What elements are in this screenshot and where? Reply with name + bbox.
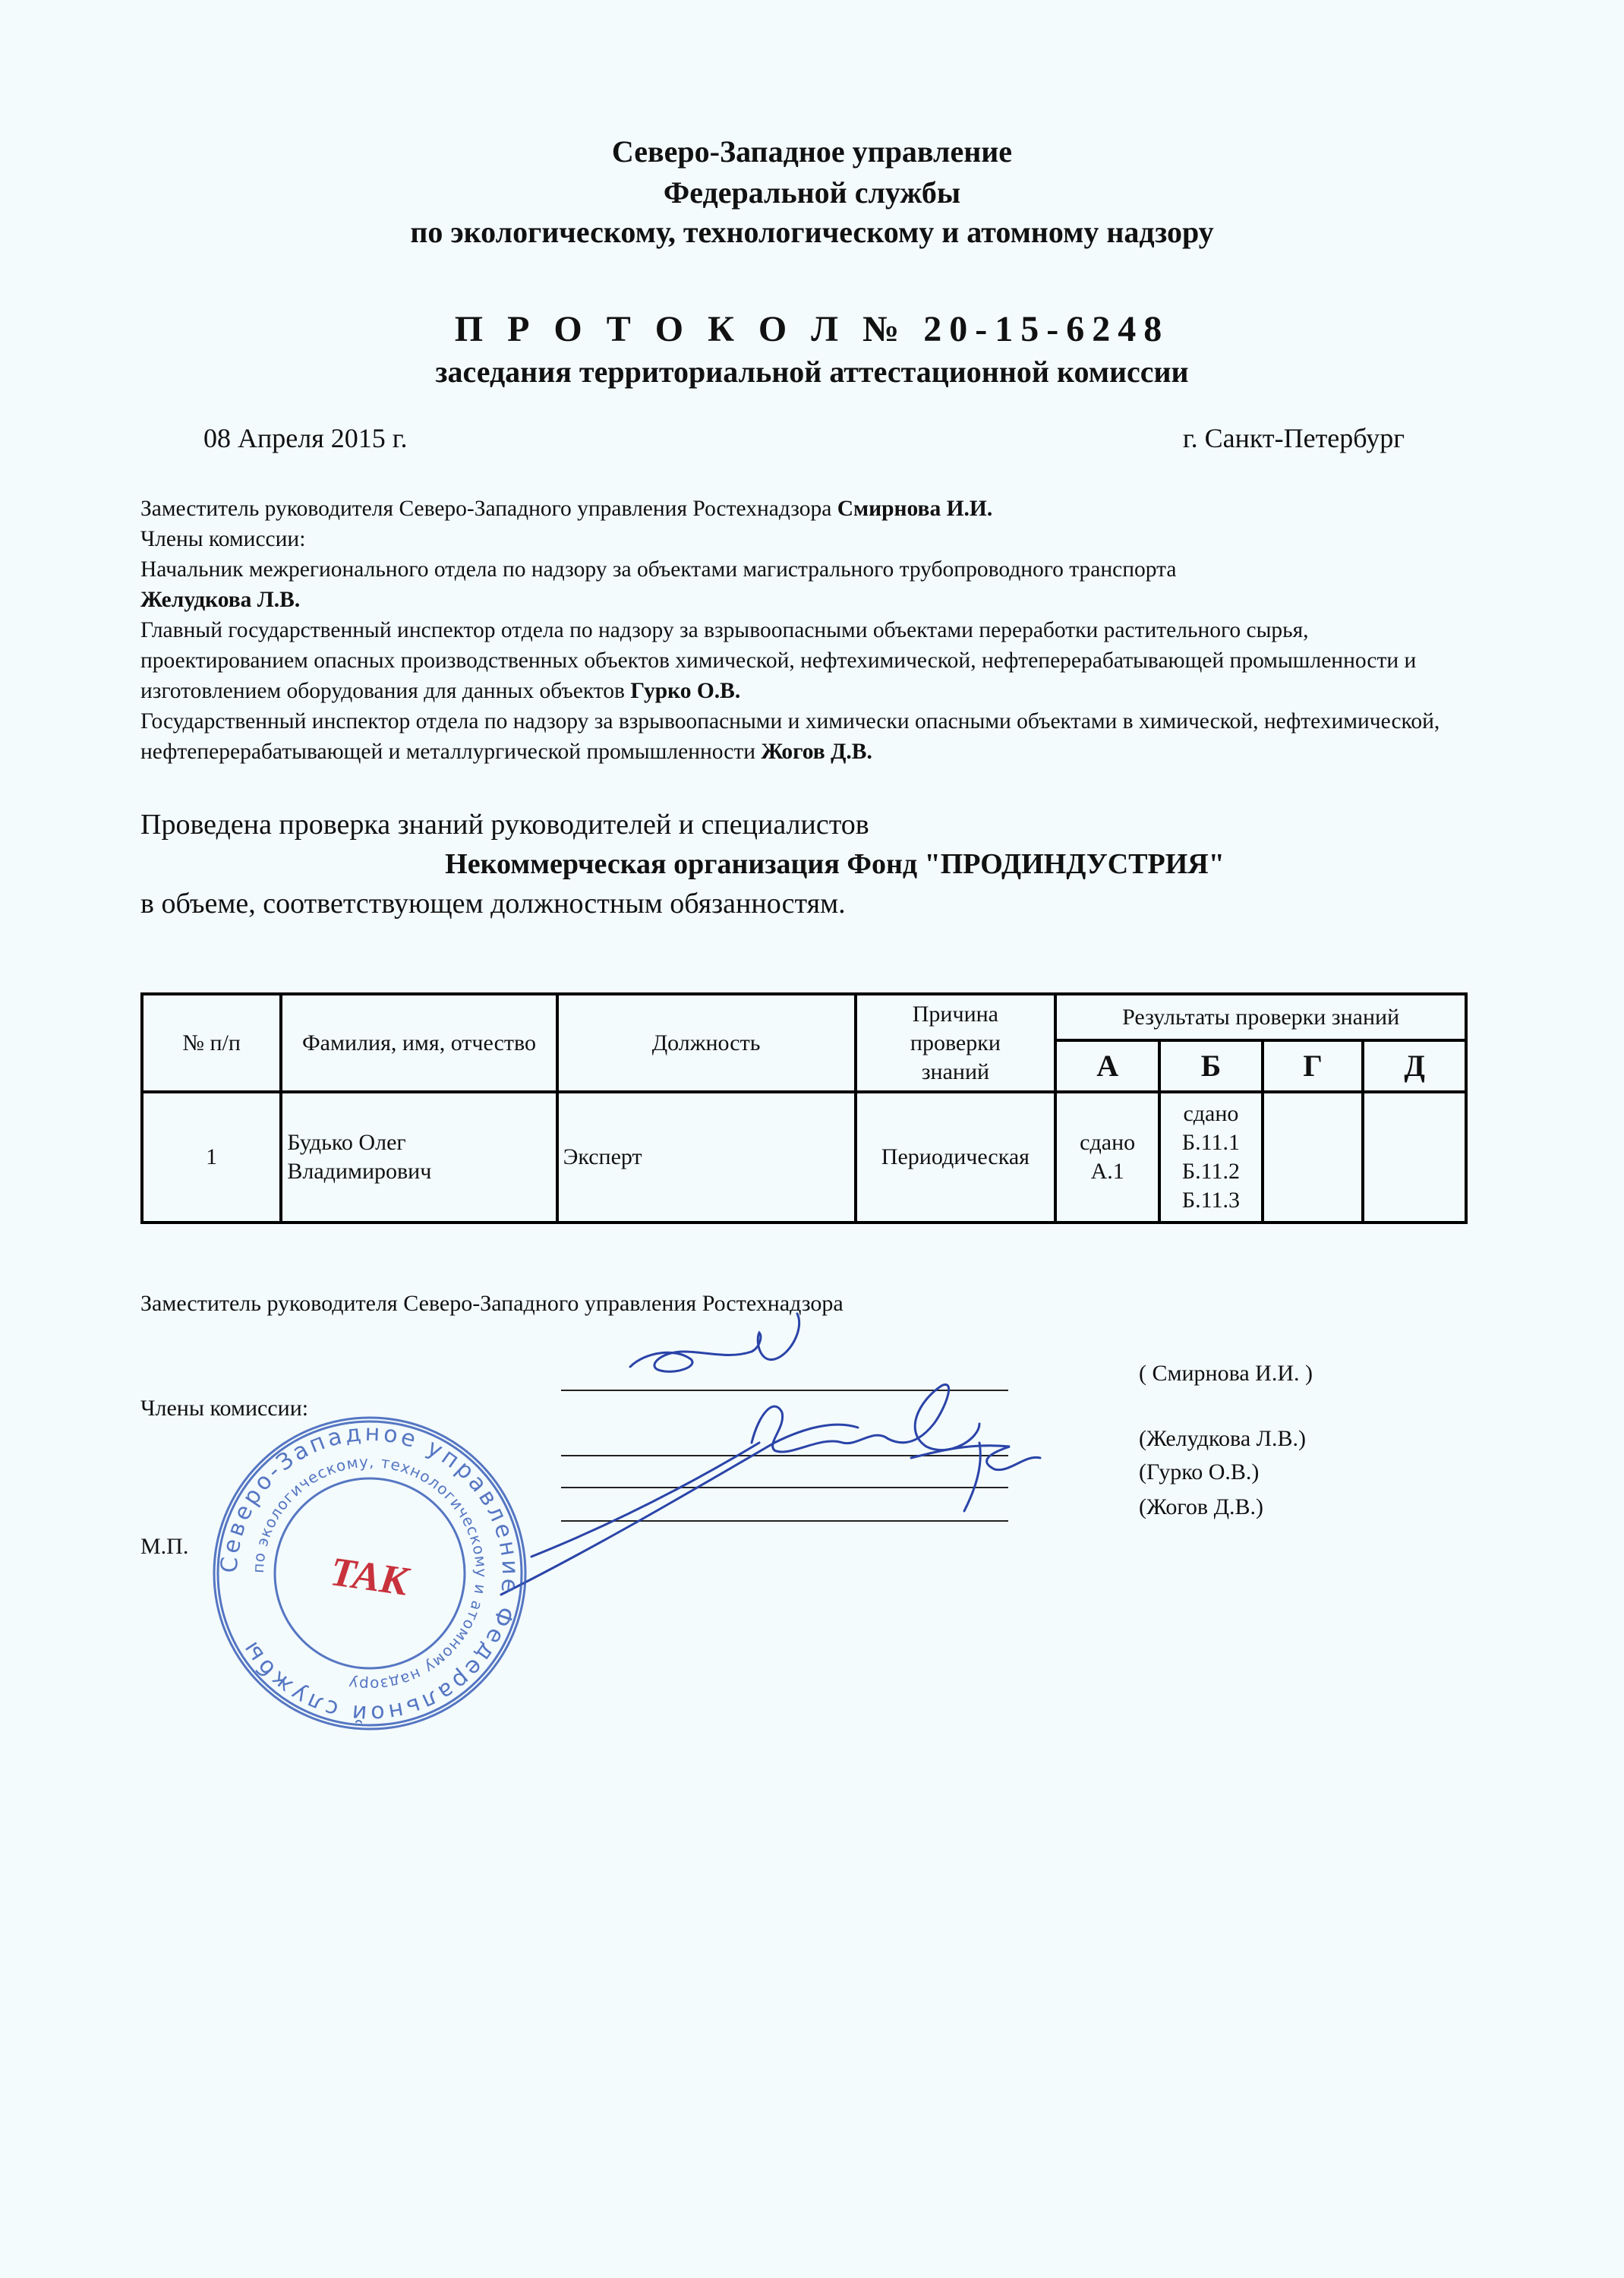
stamp-outer-text: Северо-Западное управление Федеральной службы: [216, 1419, 524, 1727]
fio-line: Владимирович: [287, 1159, 432, 1184]
signature-name-4: (Жогов Д.В.): [1139, 1494, 1264, 1519]
signature-name-2: (Желудкова Л.В.): [1139, 1426, 1306, 1451]
intro-scope: в объеме, соответствующем должностным обязанностям.: [140, 888, 846, 920]
cell-position: Эксперт: [557, 1092, 856, 1223]
header-g: Г: [1263, 1040, 1364, 1092]
organization-name: Некоммерческая организация Фонд "ПРОДИНДУСТРИЯ": [445, 848, 1225, 880]
member-name: Жогов Д.В.: [761, 740, 872, 764]
header-b: Б: [1159, 1040, 1263, 1092]
header-reason: Причина проверки знаний: [856, 994, 1056, 1092]
result-line: сдано: [1080, 1130, 1136, 1155]
chair-role: Заместитель руководителя Северо-Западного управления Ростехнадзора: [140, 497, 837, 521]
protocol-date: 08 Апреля 2015 г.: [203, 423, 408, 453]
cell-num: 1: [142, 1092, 281, 1223]
member-name: Желудкова Л.В.: [140, 588, 301, 612]
signature-chair: [630, 1314, 799, 1371]
stamp-place-label: М.П.: [140, 1534, 189, 1559]
footer-chair-role: Заместитель руководителя Северо-Западного управления Ростехнадзора: [140, 1291, 844, 1316]
chair-name: Смирнова И.И.: [837, 497, 993, 521]
signature-member-2: [911, 1443, 1040, 1511]
result-line: Б.11.2: [1181, 1159, 1240, 1184]
protocol-subtitle: заседания территориальной аттестационной комиссии: [435, 355, 1189, 389]
intro-line: Проведена проверка знаний руководителей и специалистов: [140, 809, 869, 841]
header-results: Результаты проверки знаний: [1055, 994, 1466, 1040]
header-line-1: Северо-Западное управление: [611, 134, 1013, 169]
signature-member-1: [752, 1384, 979, 1452]
header-d: Д: [1363, 1040, 1466, 1092]
footer-members-label: Члены комиссии:: [140, 1396, 309, 1421]
signature-member-3: [501, 1425, 858, 1595]
header-line-3: по экологическому, технологическому и атомному надзору: [410, 215, 1214, 249]
result-line: А.1: [1090, 1159, 1124, 1184]
official-stamp: [207, 1414, 533, 1733]
member-name: Гурко О.В.: [630, 679, 741, 703]
members-label: Члены комиссии:: [140, 527, 306, 551]
header-position: Должность: [557, 994, 856, 1092]
header-a: А: [1055, 1040, 1159, 1092]
fio-line: Будько Олег: [287, 1130, 406, 1155]
signature-name-1: ( Смирнова И.И. ): [1139, 1361, 1313, 1386]
stamp-inner-text: по экологическому, технологическому и атомному надзору: [248, 1452, 491, 1695]
header-fio: Фамилия, имя, отчество: [281, 994, 557, 1092]
member-role: Начальник межрегионального отдела по надзору за объектами магистрального трубопроводного транспорта: [140, 557, 1177, 582]
signature-name-3: (Гурко О.В.): [1139, 1459, 1260, 1484]
result-line: Б.11.1: [1181, 1130, 1240, 1155]
cell-reason: Периодическая: [856, 1092, 1056, 1223]
member-role: Государственный инспектор отдела по надзору за взрывоопасными и химически опасными объектами в химической, нефтехимической, нефтеперерабатывающей и металлургической промышленности: [140, 709, 1440, 764]
stamp-center-text: ТАК: [327, 1548, 412, 1604]
protocol-title: П Р О Т О К О Л № 20-15-6248: [454, 309, 1170, 349]
protocol-city: г. Санкт-Петербург: [1182, 423, 1405, 453]
result-line: Б.11.3: [1181, 1188, 1240, 1213]
member-role: Главный государственный инспектор отдела по надзору за взрывоопасными объектами переработки растительного сырья, проектированием опасных производственных объектов химической, нефтехимической, нефтеперерабатывающей промышленности и изготовлением оборудования для данных объектов: [140, 618, 1417, 703]
result-line: сдано: [1183, 1101, 1239, 1126]
header-line-2: Федеральной службы: [663, 175, 961, 210]
header-num: № п/п: [142, 994, 281, 1092]
